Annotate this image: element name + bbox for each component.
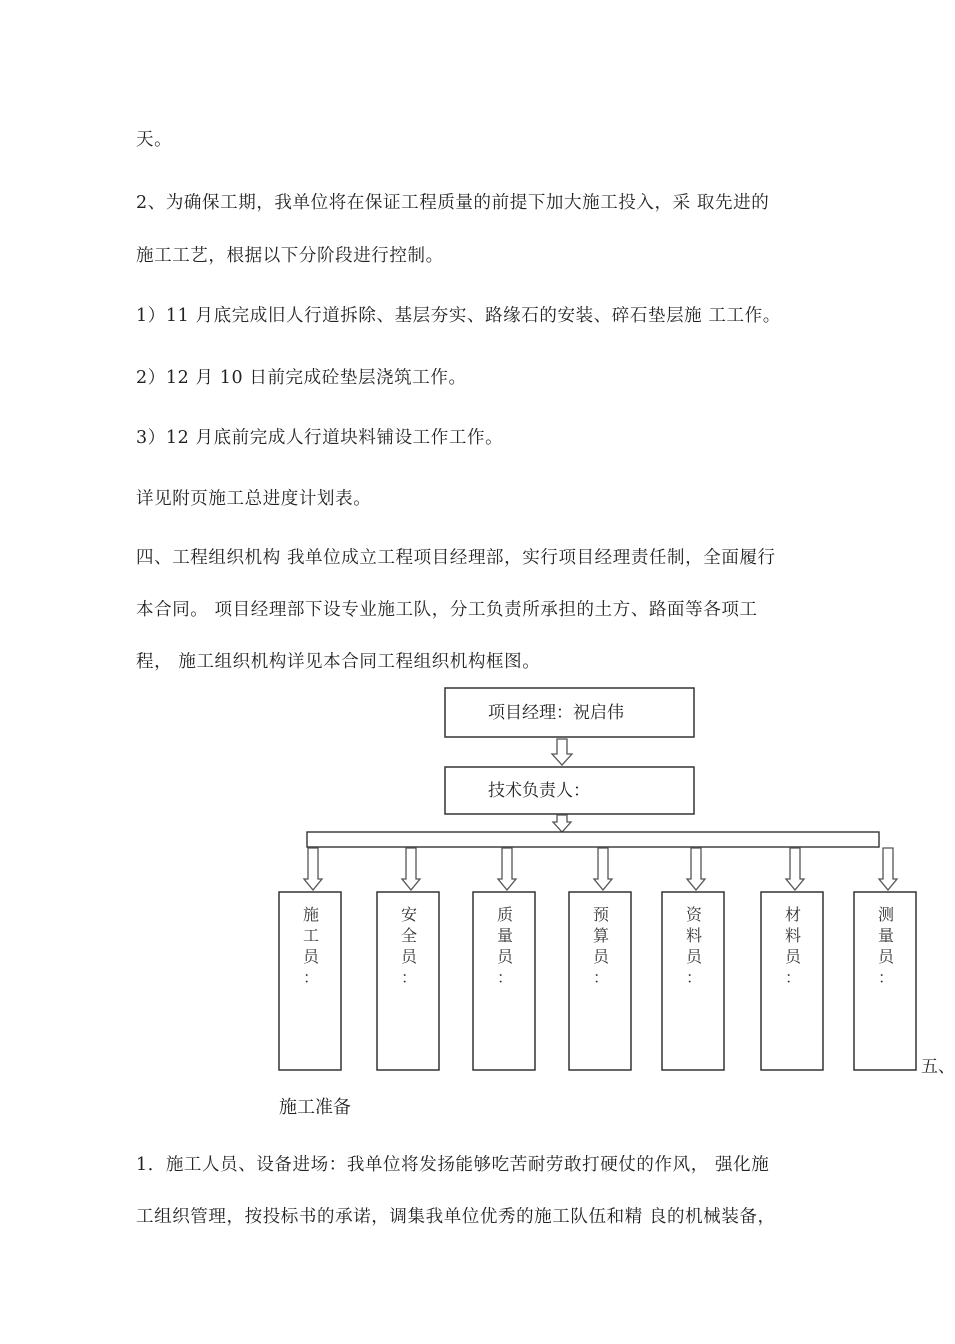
- paragraph-after-1: 1．施工人员、设备进场：我单位将发扬能够吃苦耐劳敢打硬仗的作风， 强化施: [136, 1155, 770, 1175]
- arrow-manager-to-tech: [552, 739, 572, 765]
- role-label: 资料员：: [685, 905, 703, 987]
- role-label: 测量员：: [877, 905, 895, 987]
- role-arrow: [879, 848, 897, 890]
- paragraph-3: 施工工艺，根据以下分阶段进行控制。: [136, 246, 444, 266]
- paragraph-8: 四、工程组织机构 我单位成立工程项目经理部，实行项目经理责任制，全面履行: [136, 548, 776, 568]
- distribution-bar: [307, 832, 879, 847]
- role-arrows: [304, 848, 897, 890]
- paragraph-10: 程， 施工组织机构详见本合同工程组织机构框图。: [136, 652, 541, 672]
- tech-lead-label: 技术负责人：: [488, 781, 590, 801]
- paragraph-7: 详见附页施工总进度计划表。: [136, 489, 372, 509]
- role-label: 安全员：: [400, 905, 418, 987]
- section-five-title: 施工准备: [279, 1097, 351, 1118]
- role-boxes: [279, 892, 916, 1070]
- role-arrow: [786, 848, 804, 890]
- role-arrow: [498, 848, 516, 890]
- paragraph-6: 3）12 月底前完成人行道块料铺设工作工作。: [136, 428, 504, 448]
- paragraph-9: 本合同。 项目经理部下设专业施工队，分工负责所承担的土方、路面等各项工: [136, 600, 758, 620]
- manager-label: 项目经理：祝启伟: [488, 703, 624, 723]
- paragraph-2: 2、为确保工期，我单位将在保证工程质量的前提下加大施工投入，采 取先进的: [136, 193, 770, 213]
- role-arrow: [687, 848, 705, 890]
- paragraph-after-2: 工组织管理，按投标书的承诺，调集我单位优秀的施工队伍和精 良的机械装备，: [136, 1207, 776, 1227]
- arrow-tech-to-bus: [553, 815, 571, 832]
- paragraph-5: 2）12 月 10 日前完成砼垫层浇筑工作。: [136, 368, 467, 388]
- paragraph-1: 天。: [136, 130, 173, 150]
- role-label: 材料员：: [784, 905, 802, 987]
- role-arrow: [402, 848, 420, 890]
- role-label: 施工员：: [302, 905, 320, 987]
- role-label: 预算员：: [592, 905, 610, 987]
- role-arrow: [594, 848, 612, 890]
- paragraph-4: 1）11 月底完成旧人行道拆除、基层夯实、路缘石的安装、碎石垫层施 工工作。: [136, 306, 781, 326]
- role-label: 质量员：: [496, 905, 514, 987]
- role-arrow: [304, 848, 322, 890]
- section-five-number: 五、: [921, 1057, 955, 1077]
